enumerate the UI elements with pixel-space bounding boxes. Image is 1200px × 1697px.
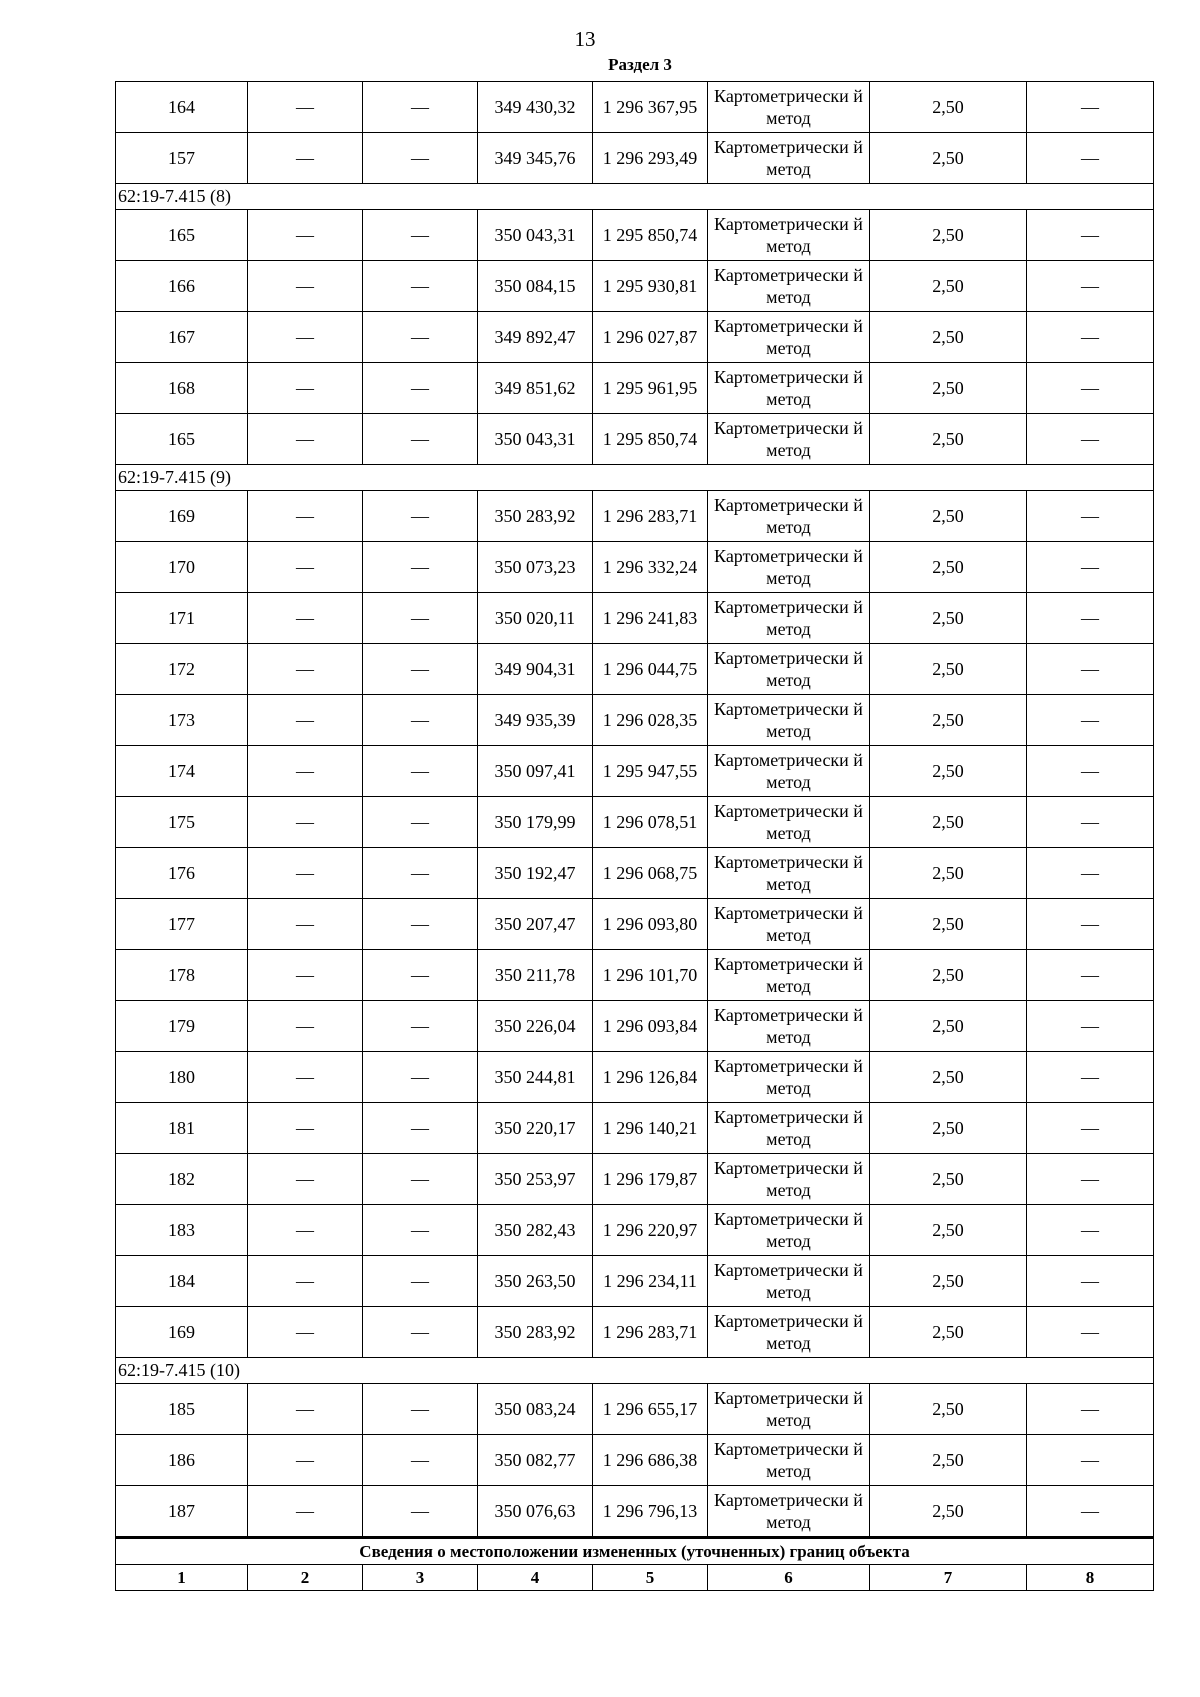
table-row	[116, 1103, 1154, 1154]
table-row	[116, 1001, 1154, 1052]
method-cell: Картометрически й метод	[708, 1307, 870, 1358]
description-cell: —	[1027, 312, 1154, 363]
old-y-cell: —	[363, 491, 478, 542]
x-coordinate-cell: 350 073,23	[478, 542, 593, 593]
method-cell: Картометрически й метод	[708, 1256, 870, 1307]
old-x-cell: —	[248, 899, 363, 950]
table-row	[116, 899, 1154, 950]
description-cell: —	[1027, 1256, 1154, 1307]
table-row	[116, 1256, 1154, 1307]
y-coordinate-cell: 1 296 179,87	[593, 1154, 708, 1205]
point-number-cell: 170	[116, 542, 248, 593]
x-coordinate-cell: 350 084,15	[478, 261, 593, 312]
y-coordinate-cell: 1 296 101,70	[593, 950, 708, 1001]
column-number-cell: 3	[363, 1565, 478, 1591]
x-coordinate-cell: 350 043,31	[478, 414, 593, 465]
accuracy-cell: 2,50	[870, 1052, 1027, 1103]
description-cell: —	[1027, 695, 1154, 746]
old-x-cell: —	[248, 950, 363, 1001]
y-coordinate-cell: 1 296 283,71	[593, 1307, 708, 1358]
table-row	[116, 950, 1154, 1001]
accuracy-cell: 2,50	[870, 414, 1027, 465]
column-number-cell: 1	[116, 1565, 248, 1591]
table-row	[116, 1384, 1154, 1435]
description-cell: —	[1027, 797, 1154, 848]
accuracy-cell: 2,50	[870, 593, 1027, 644]
x-coordinate-cell: 350 076,63	[478, 1486, 593, 1538]
table-row	[116, 261, 1154, 312]
accuracy-cell: 2,50	[870, 1001, 1027, 1052]
method-cell: Картометрически й метод	[708, 1486, 870, 1538]
old-x-cell: —	[248, 1486, 363, 1538]
description-cell: —	[1027, 1384, 1154, 1435]
old-x-cell: —	[248, 312, 363, 363]
old-y-cell: —	[363, 899, 478, 950]
y-coordinate-cell: 1 296 220,97	[593, 1205, 708, 1256]
old-y-cell: —	[363, 1307, 478, 1358]
point-number-cell: 169	[116, 491, 248, 542]
accuracy-cell: 2,50	[870, 261, 1027, 312]
table-row	[116, 491, 1154, 542]
info-heading: Сведения о местоположении измененных (уточненных) границ объекта	[116, 1538, 1154, 1565]
old-y-cell: —	[363, 414, 478, 465]
accuracy-cell: 2,50	[870, 848, 1027, 899]
old-x-cell: —	[248, 1052, 363, 1103]
y-coordinate-cell: 1 296 044,75	[593, 644, 708, 695]
description-cell: —	[1027, 1307, 1154, 1358]
column-number-cell: 5	[593, 1565, 708, 1591]
y-coordinate-cell: 1 296 027,87	[593, 312, 708, 363]
description-cell: —	[1027, 899, 1154, 950]
old-x-cell: —	[248, 82, 363, 133]
y-coordinate-cell: 1 296 796,13	[593, 1486, 708, 1538]
description-cell: —	[1027, 1154, 1154, 1205]
old-x-cell: —	[248, 414, 363, 465]
group-label: 62:19-7.415 (8)	[116, 184, 1154, 210]
description-cell: —	[1027, 1001, 1154, 1052]
column-number-cell: 7	[870, 1565, 1027, 1591]
accuracy-cell: 2,50	[870, 797, 1027, 848]
x-coordinate-cell: 350 082,77	[478, 1435, 593, 1486]
old-x-cell: —	[248, 1256, 363, 1307]
point-number-cell: 186	[116, 1435, 248, 1486]
y-coordinate-cell: 1 296 367,95	[593, 82, 708, 133]
description-cell: —	[1027, 363, 1154, 414]
old-y-cell: —	[363, 363, 478, 414]
old-x-cell: —	[248, 1001, 363, 1052]
point-number-cell: 174	[116, 746, 248, 797]
description-cell: —	[1027, 82, 1154, 133]
description-cell: —	[1027, 1103, 1154, 1154]
table-row	[116, 746, 1154, 797]
table-row	[116, 593, 1154, 644]
table-row	[116, 1435, 1154, 1486]
old-y-cell: —	[363, 950, 478, 1001]
point-number-cell: 173	[116, 695, 248, 746]
old-y-cell: —	[363, 133, 478, 184]
old-y-cell: —	[363, 848, 478, 899]
accuracy-cell: 2,50	[870, 491, 1027, 542]
point-number-cell: 179	[116, 1001, 248, 1052]
y-coordinate-cell: 1 296 068,75	[593, 848, 708, 899]
group-header-row	[116, 465, 1154, 491]
y-coordinate-cell: 1 295 850,74	[593, 210, 708, 261]
method-cell: Картометрически й метод	[708, 593, 870, 644]
table-row	[116, 133, 1154, 184]
old-x-cell: —	[248, 848, 363, 899]
table-row	[116, 542, 1154, 593]
accuracy-cell: 2,50	[870, 899, 1027, 950]
accuracy-cell: 2,50	[870, 746, 1027, 797]
description-cell: —	[1027, 542, 1154, 593]
point-number-cell: 175	[116, 797, 248, 848]
description-cell: —	[1027, 133, 1154, 184]
table-row	[116, 312, 1154, 363]
accuracy-cell: 2,50	[870, 1486, 1027, 1538]
table-row	[116, 797, 1154, 848]
accuracy-cell: 2,50	[870, 644, 1027, 695]
point-number-cell: 187	[116, 1486, 248, 1538]
point-number-cell: 178	[116, 950, 248, 1001]
old-x-cell: —	[248, 1154, 363, 1205]
method-cell: Картометрически й метод	[708, 848, 870, 899]
old-y-cell: —	[363, 746, 478, 797]
accuracy-cell: 2,50	[870, 1103, 1027, 1154]
x-coordinate-cell: 350 283,92	[478, 491, 593, 542]
old-y-cell: —	[363, 1001, 478, 1052]
description-cell: —	[1027, 210, 1154, 261]
method-cell: Картометрически й метод	[708, 899, 870, 950]
old-y-cell: —	[363, 695, 478, 746]
point-number-cell: 167	[116, 312, 248, 363]
x-coordinate-cell: 350 253,97	[478, 1154, 593, 1205]
old-x-cell: —	[248, 1384, 363, 1435]
x-coordinate-cell: 350 020,11	[478, 593, 593, 644]
point-number-cell: 166	[116, 261, 248, 312]
old-x-cell: —	[248, 746, 363, 797]
accuracy-cell: 2,50	[870, 695, 1027, 746]
method-cell: Картометрически й метод	[708, 1205, 870, 1256]
old-y-cell: —	[363, 82, 478, 133]
y-coordinate-cell: 1 296 686,38	[593, 1435, 708, 1486]
column-number-cell: 2	[248, 1565, 363, 1591]
y-coordinate-cell: 1 296 293,49	[593, 133, 708, 184]
table-row	[116, 695, 1154, 746]
accuracy-cell: 2,50	[870, 363, 1027, 414]
y-coordinate-cell: 1 296 241,83	[593, 593, 708, 644]
old-x-cell: —	[248, 1435, 363, 1486]
point-number-cell: 180	[116, 1052, 248, 1103]
method-cell: Картометрически й метод	[708, 695, 870, 746]
x-coordinate-cell: 349 430,32	[478, 82, 593, 133]
description-cell: —	[1027, 746, 1154, 797]
x-coordinate-cell: 350 083,24	[478, 1384, 593, 1435]
method-cell: Картометрически й метод	[708, 1001, 870, 1052]
table-row	[116, 82, 1154, 133]
y-coordinate-cell: 1 296 655,17	[593, 1384, 708, 1435]
old-y-cell: —	[363, 1103, 478, 1154]
old-x-cell: —	[248, 261, 363, 312]
column-number-cell: 8	[1027, 1565, 1154, 1591]
old-x-cell: —	[248, 695, 363, 746]
x-coordinate-cell: 349 892,47	[478, 312, 593, 363]
point-number-cell: 177	[116, 899, 248, 950]
old-y-cell: —	[363, 1435, 478, 1486]
point-number-cell: 172	[116, 644, 248, 695]
table-row	[116, 1205, 1154, 1256]
accuracy-cell: 2,50	[870, 1384, 1027, 1435]
description-cell: —	[1027, 261, 1154, 312]
x-coordinate-cell: 350 244,81	[478, 1052, 593, 1103]
method-cell: Картометрически й метод	[708, 1154, 870, 1205]
x-coordinate-cell: 350 283,92	[478, 1307, 593, 1358]
table-row	[116, 414, 1154, 465]
method-cell: Картометрически й метод	[708, 1103, 870, 1154]
y-coordinate-cell: 1 295 947,55	[593, 746, 708, 797]
y-coordinate-cell: 1 296 140,21	[593, 1103, 708, 1154]
old-y-cell: —	[363, 1205, 478, 1256]
description-cell: —	[1027, 1435, 1154, 1486]
old-y-cell: —	[363, 261, 478, 312]
table-row	[116, 644, 1154, 695]
old-x-cell: —	[248, 1103, 363, 1154]
y-coordinate-cell: 1 295 930,81	[593, 261, 708, 312]
table-row	[116, 1486, 1154, 1538]
description-cell: —	[1027, 644, 1154, 695]
page-number: 13	[574, 27, 596, 51]
old-y-cell: —	[363, 312, 478, 363]
point-number-cell: 157	[116, 133, 248, 184]
method-cell: Картометрически й метод	[708, 950, 870, 1001]
y-coordinate-cell: 1 296 283,71	[593, 491, 708, 542]
column-number-row	[116, 1565, 1154, 1591]
old-x-cell: —	[248, 542, 363, 593]
description-cell: —	[1027, 491, 1154, 542]
point-number-cell: 181	[116, 1103, 248, 1154]
description-cell: —	[1027, 950, 1154, 1001]
x-coordinate-cell: 349 904,31	[478, 644, 593, 695]
accuracy-cell: 2,50	[870, 950, 1027, 1001]
old-y-cell: —	[363, 593, 478, 644]
method-cell: Картометрически й метод	[708, 1052, 870, 1103]
old-x-cell: —	[248, 133, 363, 184]
x-coordinate-cell: 350 192,47	[478, 848, 593, 899]
table-row	[116, 210, 1154, 261]
x-coordinate-cell: 349 851,62	[478, 363, 593, 414]
accuracy-cell: 2,50	[870, 1154, 1027, 1205]
point-number-cell: 184	[116, 1256, 248, 1307]
group-header-row	[116, 184, 1154, 210]
old-x-cell: —	[248, 363, 363, 414]
table-row	[116, 1154, 1154, 1205]
method-cell: Картометрически й метод	[708, 797, 870, 848]
point-number-cell: 171	[116, 593, 248, 644]
description-cell: —	[1027, 414, 1154, 465]
method-cell: Картометрически й метод	[708, 1435, 870, 1486]
old-y-cell: —	[363, 210, 478, 261]
description-cell: —	[1027, 1205, 1154, 1256]
method-cell: Картометрически й метод	[708, 542, 870, 593]
method-cell: Картометрически й метод	[708, 210, 870, 261]
accuracy-cell: 2,50	[870, 1307, 1027, 1358]
method-cell: Картометрически й метод	[708, 1384, 870, 1435]
table-row	[116, 363, 1154, 414]
y-coordinate-cell: 1 296 078,51	[593, 797, 708, 848]
accuracy-cell: 2,50	[870, 1256, 1027, 1307]
old-y-cell: —	[363, 1052, 478, 1103]
old-x-cell: —	[248, 1307, 363, 1358]
old-y-cell: —	[363, 1256, 478, 1307]
column-number-cell: 4	[478, 1565, 593, 1591]
old-x-cell: —	[248, 797, 363, 848]
method-cell: Картометрически й метод	[708, 491, 870, 542]
method-cell: Картометрически й метод	[708, 746, 870, 797]
section-title: Раздел 3	[608, 55, 672, 74]
accuracy-cell: 2,50	[870, 82, 1027, 133]
old-y-cell: —	[363, 644, 478, 695]
column-number-cell: 6	[708, 1565, 870, 1591]
group-header-row	[116, 1358, 1154, 1384]
point-number-cell: 185	[116, 1384, 248, 1435]
description-cell: —	[1027, 593, 1154, 644]
accuracy-cell: 2,50	[870, 210, 1027, 261]
point-number-cell: 165	[116, 210, 248, 261]
old-y-cell: —	[363, 1154, 478, 1205]
accuracy-cell: 2,50	[870, 1435, 1027, 1486]
method-cell: Картометрически й метод	[708, 133, 870, 184]
old-x-cell: —	[248, 210, 363, 261]
point-number-cell: 168	[116, 363, 248, 414]
x-coordinate-cell: 350 211,78	[478, 950, 593, 1001]
x-coordinate-cell: 349 935,39	[478, 695, 593, 746]
table-row	[116, 1307, 1154, 1358]
x-coordinate-cell: 350 220,17	[478, 1103, 593, 1154]
old-y-cell: —	[363, 1486, 478, 1538]
group-label: 62:19-7.415 (9)	[116, 465, 1154, 491]
accuracy-cell: 2,50	[870, 312, 1027, 363]
coordinates-table	[115, 81, 1154, 1591]
method-cell: Картометрически й метод	[708, 312, 870, 363]
x-coordinate-cell: 350 263,50	[478, 1256, 593, 1307]
old-x-cell: —	[248, 491, 363, 542]
point-number-cell: 164	[116, 82, 248, 133]
point-number-cell: 169	[116, 1307, 248, 1358]
old-x-cell: —	[248, 644, 363, 695]
old-x-cell: —	[248, 1205, 363, 1256]
table-row	[116, 1052, 1154, 1103]
x-coordinate-cell: 350 282,43	[478, 1205, 593, 1256]
x-coordinate-cell: 350 226,04	[478, 1001, 593, 1052]
point-number-cell: 182	[116, 1154, 248, 1205]
description-cell: —	[1027, 1486, 1154, 1538]
x-coordinate-cell: 350 043,31	[478, 210, 593, 261]
method-cell: Картометрически й метод	[708, 82, 870, 133]
x-coordinate-cell: 350 097,41	[478, 746, 593, 797]
y-coordinate-cell: 1 295 961,95	[593, 363, 708, 414]
method-cell: Картометрически й метод	[708, 644, 870, 695]
x-coordinate-cell: 349 345,76	[478, 133, 593, 184]
old-x-cell: —	[248, 593, 363, 644]
y-coordinate-cell: 1 296 028,35	[593, 695, 708, 746]
y-coordinate-cell: 1 296 126,84	[593, 1052, 708, 1103]
point-number-cell: 165	[116, 414, 248, 465]
y-coordinate-cell: 1 296 234,11	[593, 1256, 708, 1307]
method-cell: Картометрически й метод	[708, 363, 870, 414]
point-number-cell: 176	[116, 848, 248, 899]
x-coordinate-cell: 350 207,47	[478, 899, 593, 950]
point-number-cell: 183	[116, 1205, 248, 1256]
y-coordinate-cell: 1 296 093,84	[593, 1001, 708, 1052]
description-cell: —	[1027, 1052, 1154, 1103]
y-coordinate-cell: 1 296 093,80	[593, 899, 708, 950]
accuracy-cell: 2,50	[870, 1205, 1027, 1256]
accuracy-cell: 2,50	[870, 542, 1027, 593]
old-y-cell: —	[363, 1384, 478, 1435]
group-label: 62:19-7.415 (10)	[116, 1358, 1154, 1384]
x-coordinate-cell: 350 179,99	[478, 797, 593, 848]
y-coordinate-cell: 1 295 850,74	[593, 414, 708, 465]
method-cell: Картометрически й метод	[708, 414, 870, 465]
old-y-cell: —	[363, 797, 478, 848]
info-heading-row	[116, 1538, 1154, 1565]
old-y-cell: —	[363, 542, 478, 593]
accuracy-cell: 2,50	[870, 133, 1027, 184]
table-row	[116, 848, 1154, 899]
y-coordinate-cell: 1 296 332,24	[593, 542, 708, 593]
description-cell: —	[1027, 848, 1154, 899]
method-cell: Картометрически й метод	[708, 261, 870, 312]
